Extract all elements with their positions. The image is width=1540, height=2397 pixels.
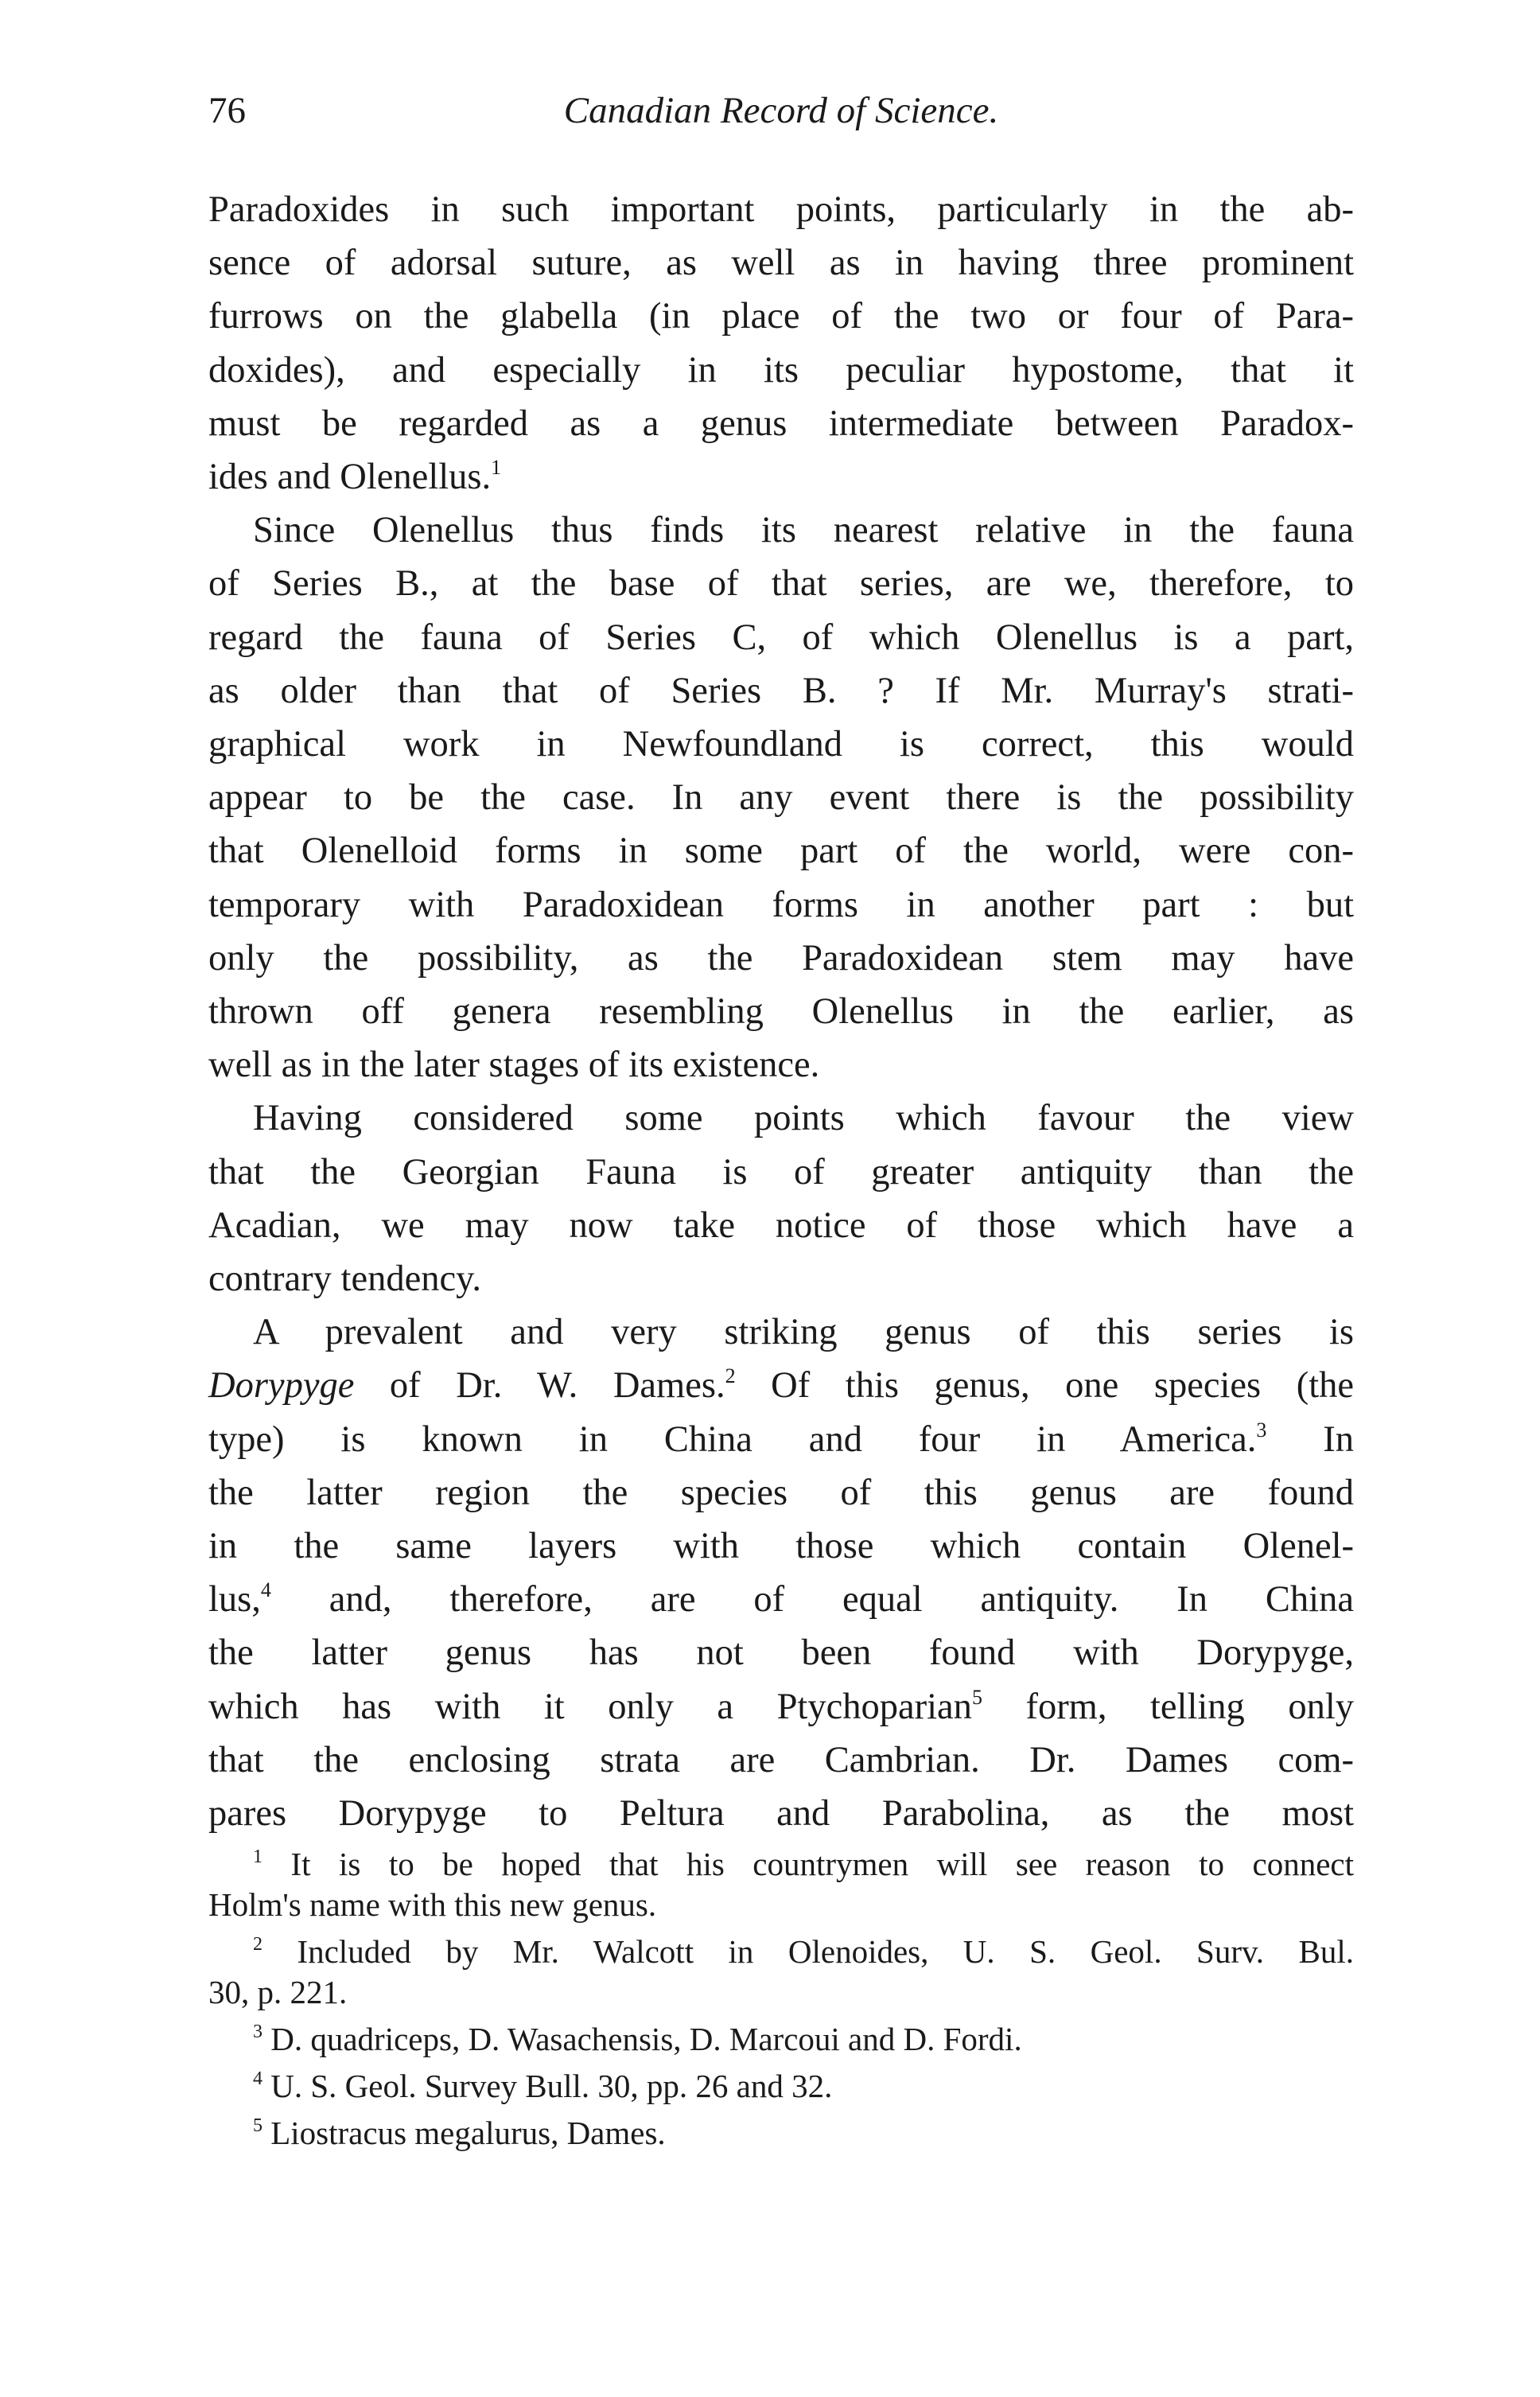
footnote-line bbox=[208, 2066, 1354, 2107]
footnote-1 bbox=[208, 1844, 1354, 1925]
text-fragment: form, telling only bbox=[982, 1686, 1355, 1727]
text-line: well as in the later stages of its existence. bbox=[208, 1045, 820, 1086]
footnote-5 bbox=[208, 2113, 1354, 2154]
text-line: pares Dorypyge to Peltura and Parabolina, as the most bbox=[208, 1793, 1354, 1835]
text-line: that the Georgian Fauna is of greater antiquity than the bbox=[208, 1151, 1354, 1193]
text-line: only the possibility, as the Paradoxidean stem may have bbox=[208, 937, 1354, 979]
page-header bbox=[208, 89, 1354, 145]
text-line: Since Olenellus thus finds its nearest relative in the fauna bbox=[253, 510, 1354, 551]
footnote-marker: 1 bbox=[253, 1846, 262, 1867]
text-fragment: and, therefore, are of equal antiquity. In China bbox=[270, 1579, 1354, 1621]
text-line bbox=[208, 1359, 1354, 1412]
footnote-ref: 3 bbox=[1256, 1418, 1267, 1442]
text-line: Acadian, we may now take notice of those which have a bbox=[208, 1204, 1354, 1246]
text-fragment: lus, bbox=[208, 1579, 261, 1621]
footnote-ref: 4 bbox=[260, 1578, 271, 1602]
footnote-line bbox=[208, 1932, 1354, 1972]
text-line: graphical work in Newfoundland is correct, this would bbox=[208, 724, 1354, 765]
footnote-ref: 2 bbox=[725, 1364, 736, 1388]
footnote-ref: 5 bbox=[971, 1685, 982, 1709]
text-line: appear to be the case. In any event there is the possibility bbox=[208, 777, 1354, 819]
footnote-marker: 2 bbox=[253, 1934, 262, 1955]
text-line: doxides), and especially in its peculiar hypostome, that it bbox=[208, 349, 1354, 391]
body-text bbox=[208, 183, 1354, 1840]
text-line: of Series B., at the base of that series, are we, therefore, to bbox=[208, 563, 1354, 605]
footnote-marker: 5 bbox=[253, 2115, 262, 2136]
footnote-marker: 3 bbox=[253, 2021, 262, 2042]
text-fragment: Liostracus megalurus, Dames. bbox=[270, 2115, 666, 2151]
text-line bbox=[208, 1573, 1354, 1626]
footnote-line bbox=[208, 2019, 1354, 2060]
text-line: must be regarded as a genus intermediate between Paradox- bbox=[208, 403, 1354, 444]
footnote-3 bbox=[208, 2019, 1354, 2060]
text-line: furrows on the glabella (in place of the two or four of Para- bbox=[208, 296, 1354, 337]
running-title: Canadian Record of Science. bbox=[563, 90, 999, 131]
text-line bbox=[208, 1413, 1354, 1466]
text-fragment: ides and Olenellus. bbox=[208, 457, 492, 498]
text-line: the latter region the species of this genus are found bbox=[208, 1472, 1354, 1513]
text-fragment: Included by Mr. Walcott in Olenoides, U. S. Geol. Surv. Bul. bbox=[297, 1933, 1354, 1970]
paragraph-1 bbox=[208, 183, 1354, 504]
text-fragment: which has with it only a Ptychoparian bbox=[208, 1686, 972, 1727]
paragraph-4 bbox=[208, 1306, 1354, 1840]
text-line: that Olenelloid forms in some part of the world, were con- bbox=[208, 831, 1354, 872]
text-fragment: D. quadriceps, D. Wasachensis, D. Marcoui and D. Fordi. bbox=[270, 2021, 1022, 2057]
text-line: contrary tendency. bbox=[208, 1259, 481, 1300]
text-fragment: U. S. Geol. Survey Bull. 30, pp. 26 and 32. bbox=[270, 2068, 833, 2104]
text-line: temporary with Paradoxidean forms in another part : but bbox=[208, 884, 1354, 925]
text-line: A prevalent and very striking genus of this series is bbox=[253, 1312, 1354, 1353]
footnote-line bbox=[208, 2113, 1354, 2154]
footnote-2 bbox=[208, 1932, 1354, 2013]
page-number: 76 bbox=[208, 90, 246, 131]
text-fragment: of Dr. W. Dames. bbox=[354, 1365, 725, 1407]
text-line bbox=[208, 1680, 1354, 1734]
footnote-ref: 1 bbox=[491, 456, 502, 480]
footnote-marker: 4 bbox=[253, 2068, 262, 2089]
footnote-4 bbox=[208, 2066, 1354, 2107]
footnotes bbox=[208, 1844, 1354, 2160]
text-line: the latter genus has not been found with Dorypyge, bbox=[208, 1632, 1354, 1674]
text-line: in the same layers with those which contain Olenel- bbox=[208, 1526, 1354, 1567]
footnote-line: Holm's name with this new genus. bbox=[208, 1886, 657, 1923]
text-fragment: It is to be hoped that his countrymen will see reason to connect bbox=[290, 1846, 1355, 1882]
paragraph-2 bbox=[208, 504, 1354, 1091]
footnote-line: 30, p. 221. bbox=[208, 1974, 348, 2010]
text-line: thrown off genera resembling Olenellus in the earlier, as bbox=[208, 991, 1354, 1033]
paragraph-3 bbox=[208, 1091, 1354, 1306]
text-fragment: In bbox=[1266, 1418, 1354, 1460]
text-line: Having considered some points which favour the view bbox=[253, 1098, 1354, 1139]
text-line: regard the fauna of Series C, of which Olenellus is a part, bbox=[208, 617, 1354, 658]
text-line: that the enclosing strata are Cambrian. Dr. Dames com- bbox=[208, 1739, 1354, 1780]
text-line: sence of adorsal suture, as well as in having three prominent bbox=[208, 243, 1354, 284]
text-line: as older than that of Series B. ? If Mr. Murray's strati- bbox=[208, 670, 1354, 711]
text-line bbox=[208, 450, 1354, 504]
footnote-line bbox=[208, 1844, 1354, 1885]
text-line: Paradoxides in such important points, particularly in the ab- bbox=[208, 189, 1354, 230]
genus-name-italic: Dorypyge bbox=[208, 1365, 355, 1407]
text-fragment: type) is known in China and four in America. bbox=[208, 1418, 1257, 1460]
text-fragment: Of this genus, one species (the bbox=[735, 1365, 1355, 1407]
